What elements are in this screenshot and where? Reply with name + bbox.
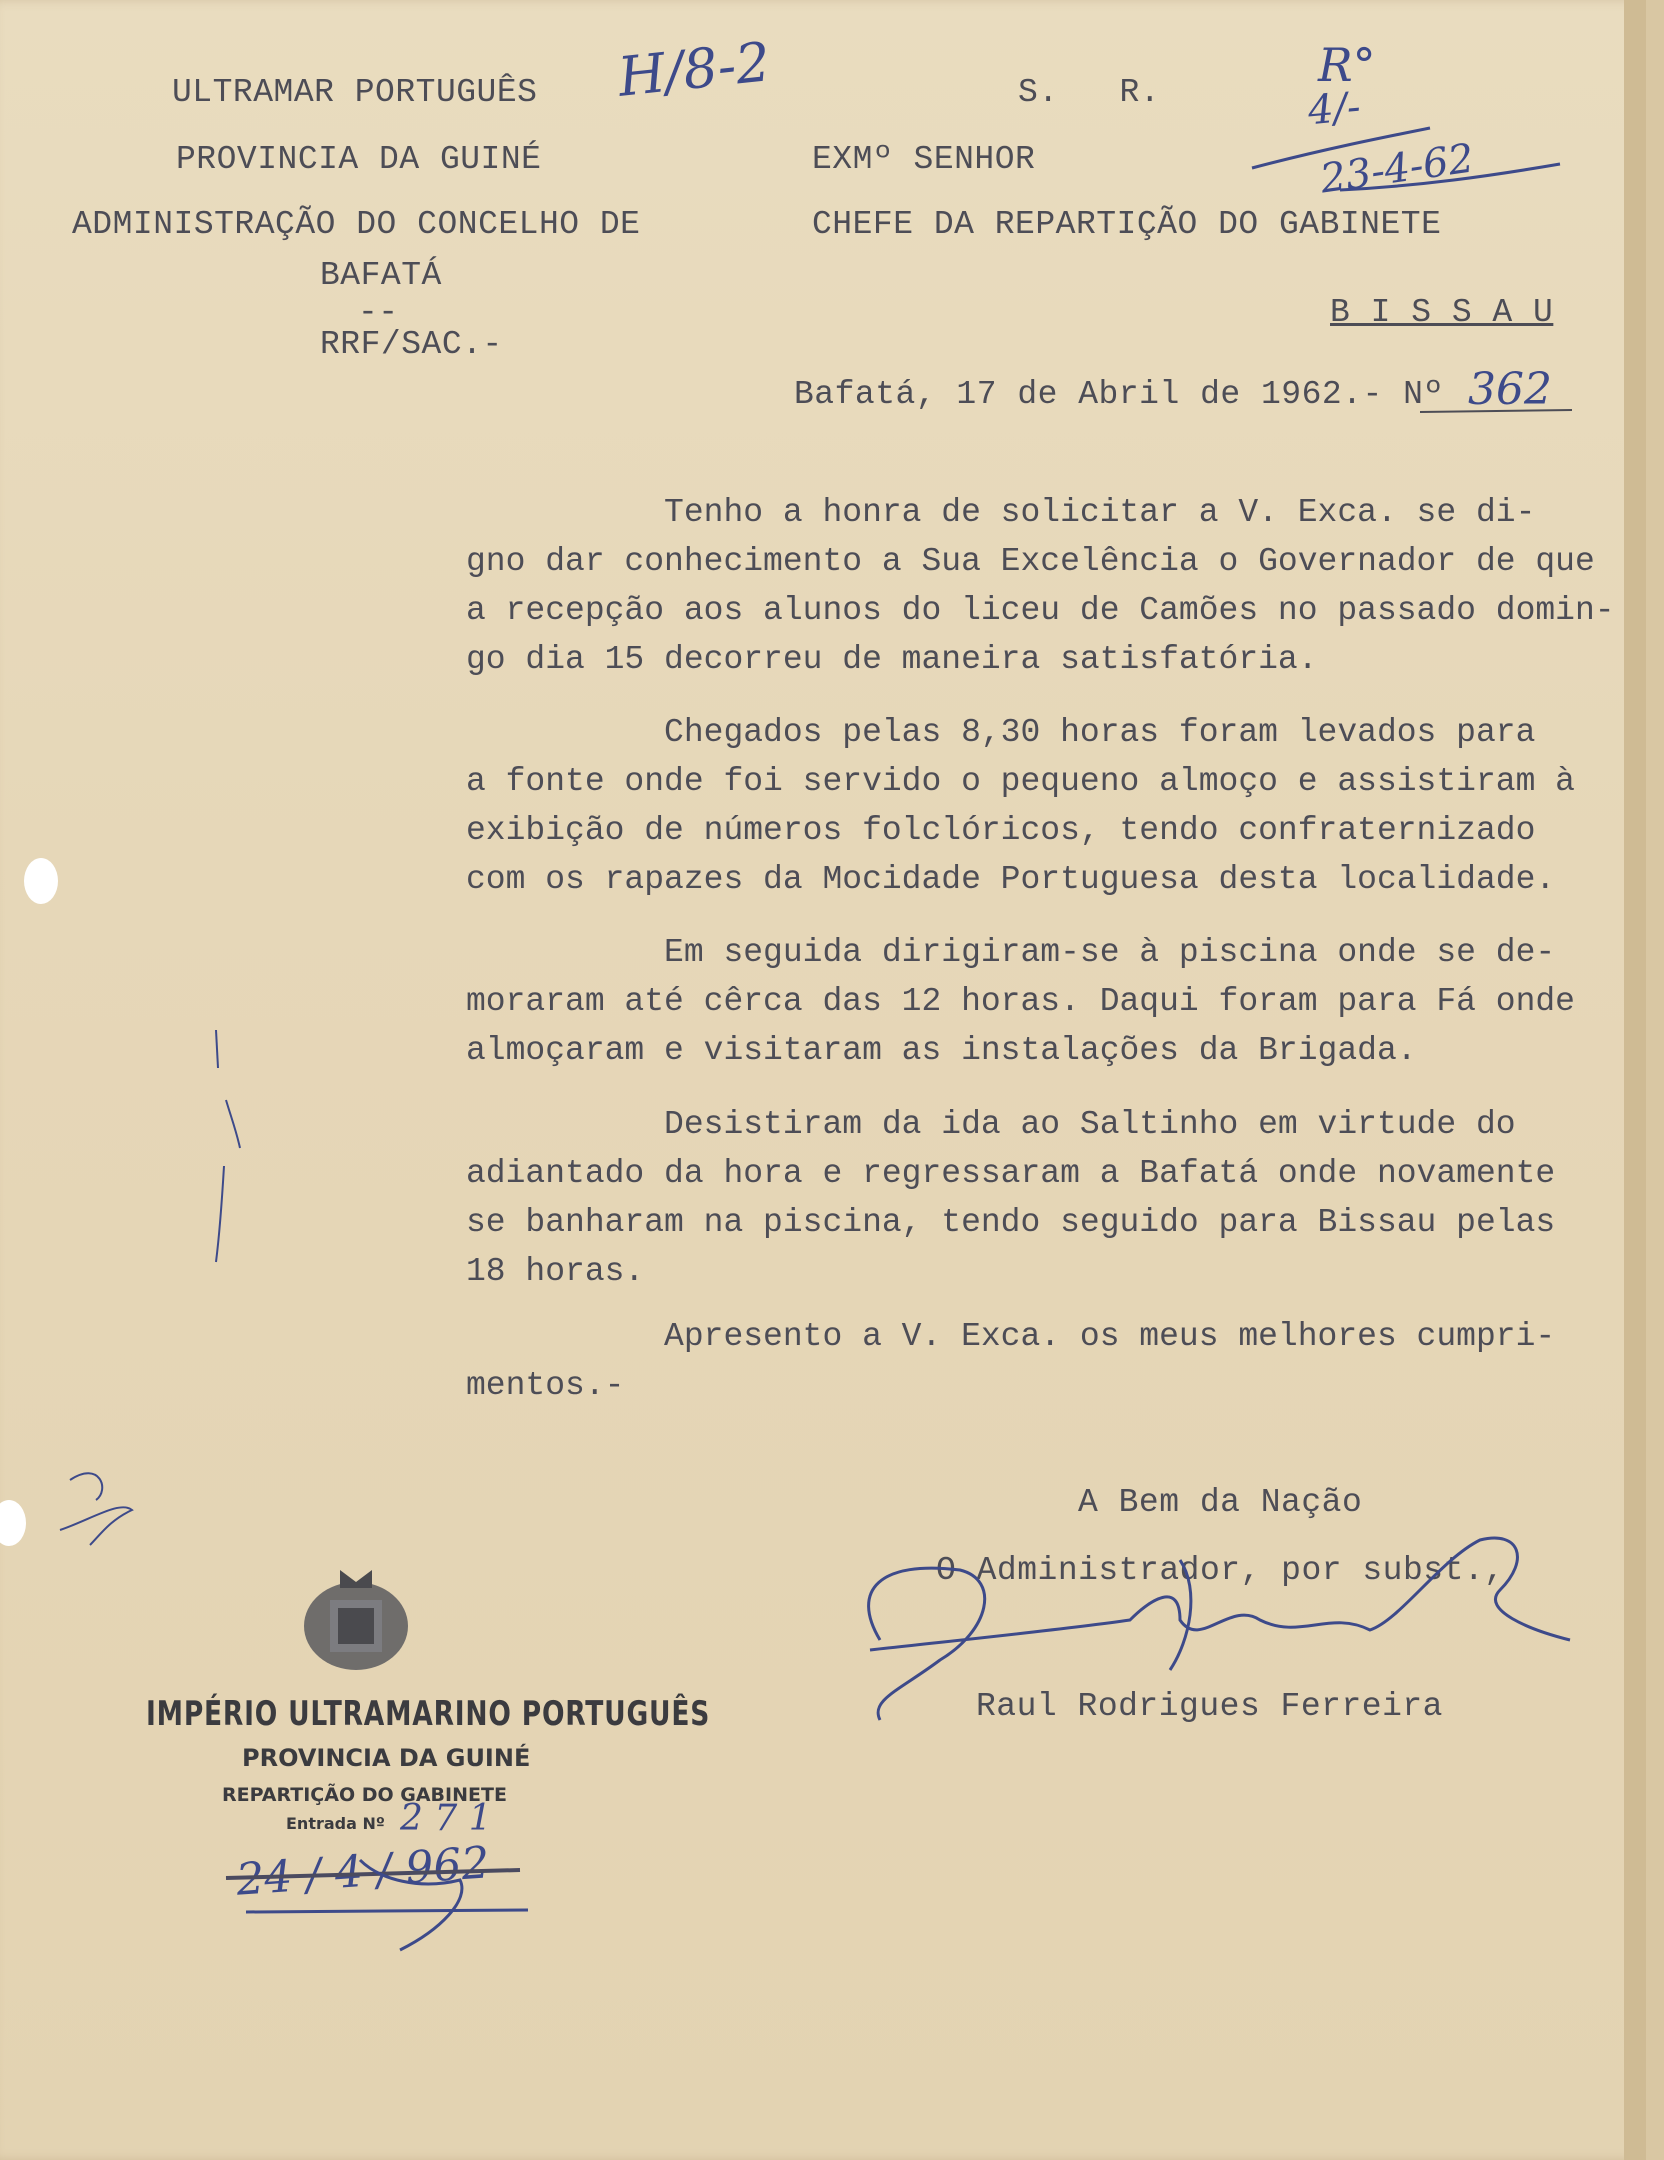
closing-line1: A Bem da Nação xyxy=(1078,1484,1363,1521)
annotation-line2: 4/- xyxy=(1306,83,1363,135)
date-line: Bafatá, 17 de Abril de 1962.- Nº xyxy=(794,376,1444,413)
file-note: H/8-2 xyxy=(615,30,774,109)
closing-line2: O Administrador, por subst., xyxy=(936,1552,1505,1589)
paragraph-5: Apresento a V. Exca. os meus melhores cumpri- mentos.- xyxy=(466,1318,1556,1404)
document-number: 362 xyxy=(1468,364,1552,415)
stamp-line3: REPARTIÇÃO DO GABINETE xyxy=(222,1784,507,1806)
paragraph-1: Tenho a honra de solicitar a V. Exca. se di- gno dar conhecimento a Sua Excelência o Governador de que a recepção aos alunos do liceu de Camões no passado domin- go dia 15 decorreu de maneira satisfatória. xyxy=(466,494,1615,678)
header-left-line4: BAFATÁ xyxy=(320,257,442,294)
annotation-date: 23-4-62 xyxy=(1317,135,1477,203)
stamp-entry-label: Entrada Nº xyxy=(286,1814,385,1833)
paragraph-2: Chegados pelas 8,30 horas foram levados para a fonte onde foi servido o pequeno almoço e assistiram à exibição de números folclóricos, tendo confraternizado com os rapazes da Mocidade Portuguesa desta localidade. xyxy=(466,714,1575,898)
header-right-line1: EXMº SENHOR xyxy=(812,141,1036,178)
header-left-ref: RRF/SAC.- xyxy=(320,326,503,363)
header-left-line2: PROVINCIA DA GUINÉ xyxy=(176,141,542,178)
coat-of-arms-emblem xyxy=(304,1570,408,1670)
header-left-line5: -- xyxy=(358,294,399,331)
signatory-name: Raul Rodrigues Ferreira xyxy=(976,1688,1443,1725)
header-left-line3: ADMINISTRAÇÃO DO CONCELHO DE xyxy=(72,206,641,243)
stamp-date-value: 24 / 4 / 962 xyxy=(234,1837,492,1906)
header-right-sr: S. R. xyxy=(1018,74,1161,111)
stamp-entry-number: 2 7 1 xyxy=(400,1798,492,1839)
paragraph-3: Em seguida dirigiram-se à piscina onde se de- moraram até cêrca das 12 horas. Daqui foram para Fá onde almoçaram e visitaram as instalações da Brigada. xyxy=(466,934,1575,1069)
header-right-line2: CHEFE DA REPARTIÇÃO DO GABINETE xyxy=(812,206,1442,243)
annotation-line1: R° xyxy=(1318,38,1376,92)
stamp-line1: IMPÉRIO ULTRAMARINO PORTUGUÊS xyxy=(146,1694,711,1734)
stamp-line2: PROVINCIA DA GUINÉ xyxy=(242,1744,531,1772)
header-right-city: B I S S A U xyxy=(1330,294,1554,331)
paragraph-4: Desistiram da ida ao Saltinho em virtude do adiantado da hora e regressaram a Bafatá onde novamente se banharam na piscina, tendo seguido para Bissau pelas 18 horas. xyxy=(466,1106,1556,1290)
header-left-line1: ULTRAMAR PORTUGUÊS xyxy=(172,74,538,111)
